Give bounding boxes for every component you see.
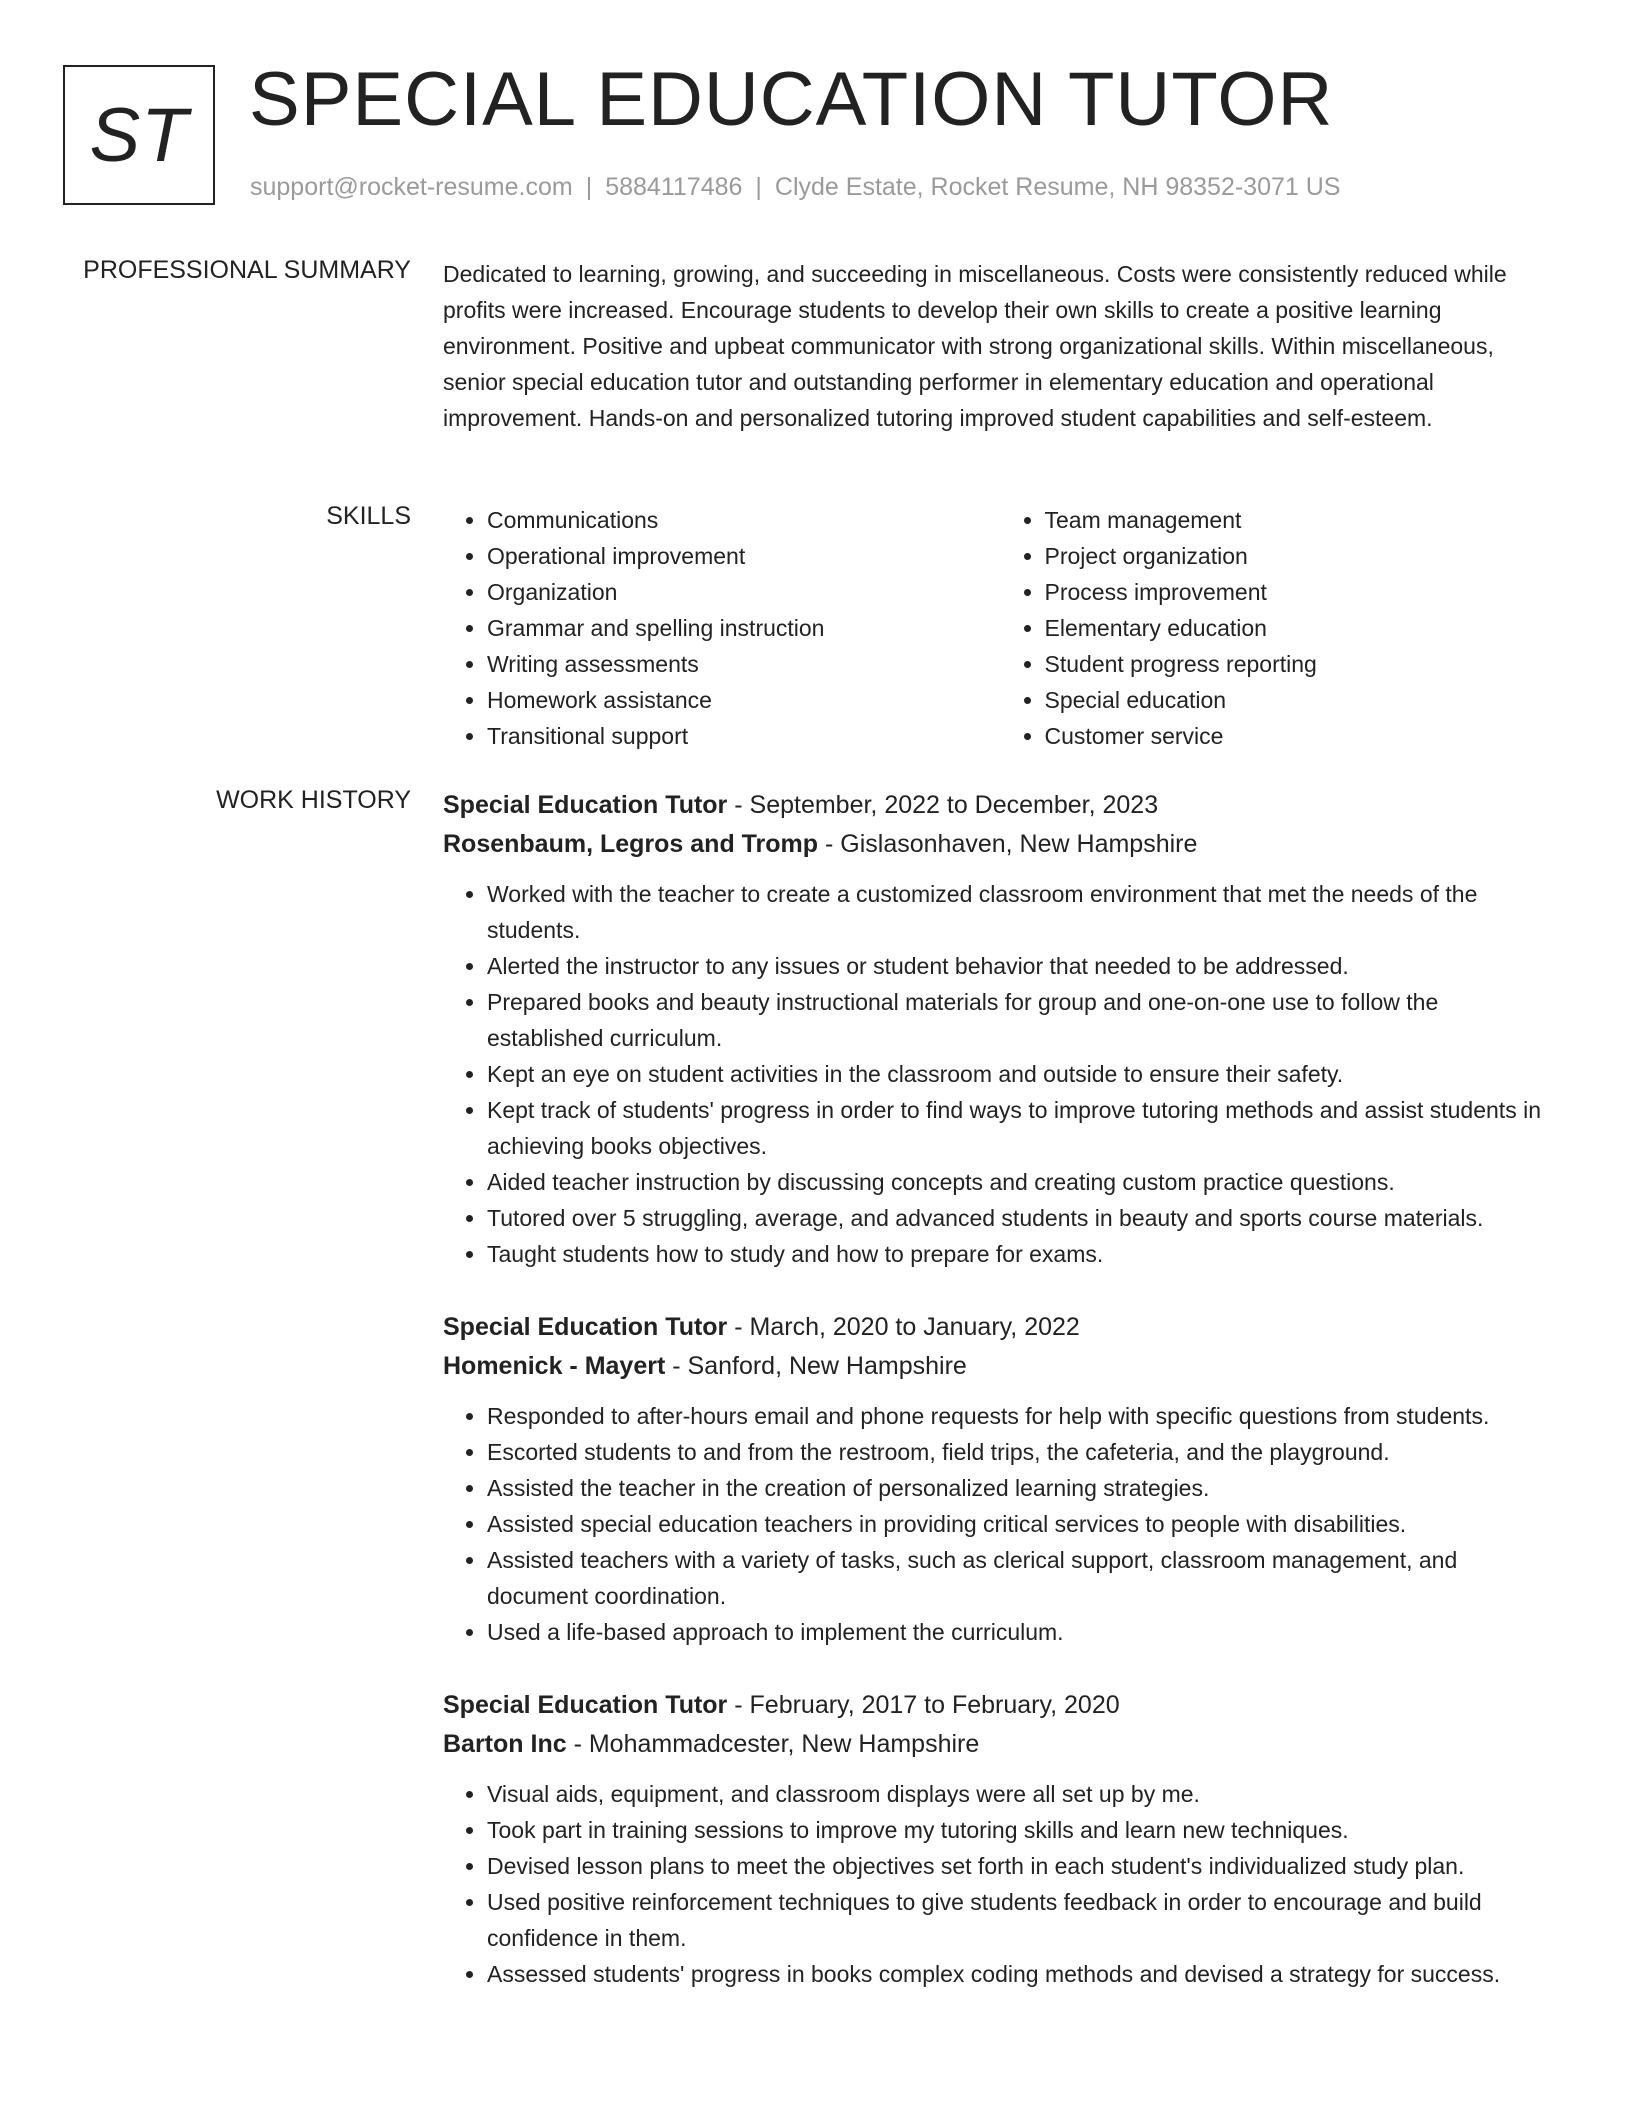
job-bullet: • Took part in training sessions to improve my tutoring skills and learn new techniques.: [487, 1812, 1558, 1848]
job-bullet: • Responded to after-hours email and phone requests for help with specific questions from students.: [487, 1398, 1558, 1434]
job-bullet: • Escorted students to and from the restroom, field trips, the cafeteria, and the playground.: [487, 1434, 1558, 1470]
job-company-line: [443, 1347, 1558, 1386]
monogram-initials: ST: [63, 65, 215, 205]
job-bullet: • Taught students how to study and how to prepare for exams.: [487, 1236, 1558, 1272]
job-dates: - March, 2020 to January, 2022: [727, 1313, 1080, 1341]
contact-separator: |: [755, 173, 762, 201]
job-bullet: • Visual aids, equipment, and classroom displays were all set up by me.: [487, 1776, 1558, 1812]
skill-item: • Team management: [1045, 502, 1559, 538]
job-bullet: • Alerted the instructor to any issues or student behavior that needed to be addressed.: [487, 948, 1558, 984]
skill-item: • Student progress reporting: [1045, 646, 1559, 682]
job-title-line: [443, 1686, 1558, 1725]
summary-text: Dedicated to learning, growing, and succeeding in miscellaneous. Costs were consistently reduced while profits were increased. Encourage students to develop their own skills to create a positive learning environment. Positive and upbeat communicator with strong organizational skills. Within miscellaneous, senior special education tutor and outstanding performer in elementary education and operational improvement. Hands-on and personalized tutoring improved student capabilities and self-esteem.: [443, 261, 1507, 431]
skill-item: • Process improvement: [1045, 574, 1559, 610]
job-company: Barton Inc: [443, 1730, 567, 1758]
job-bullet: • Kept track of students' progress in order to find ways to improve tutoring methods and assist students in achieving books objectives.: [487, 1092, 1558, 1164]
skill-item: • Transitional support: [487, 718, 1001, 754]
jobs-container: [443, 786, 1558, 2028]
job-bullets: [443, 1776, 1558, 1992]
page-title: SPECIAL EDUCATION TUTOR: [249, 57, 1334, 142]
job-title-line: [443, 1308, 1558, 1347]
job-location: - Gislasonhaven, New Hampshire: [818, 830, 1198, 858]
contact-line: [250, 173, 1340, 202]
contact-address: Clyde Estate, Rocket Resume, NH 98352-3071 US: [774, 173, 1341, 201]
skill-item: • Operational improvement: [487, 538, 1001, 574]
skill-item: • Customer service: [1045, 718, 1559, 754]
job-bullet: • Used a life-based approach to implement the curriculum.: [487, 1614, 1558, 1650]
skill-item: • Writing assessments: [487, 646, 1001, 682]
skill-item: • Project organization: [1045, 538, 1559, 574]
section-label-skills: SKILLS: [326, 502, 411, 530]
job-location: - Mohammadcester, New Hampshire: [566, 1730, 980, 1758]
skill-item: • Communications: [487, 502, 1001, 538]
job-dates: - February, 2017 to February, 2020: [727, 1691, 1120, 1719]
section-label-work-history: WORK HISTORY: [216, 786, 411, 814]
skill-item: • Grammar and spelling instruction: [487, 610, 1001, 646]
job-bullet: • Worked with the teacher to create a customized classroom environment that met the needs of the students.: [487, 876, 1558, 948]
job-bullet: • Kept an eye on student activities in the classroom and outside to ensure their safety.: [487, 1056, 1558, 1092]
job-company: Homenick - Mayert: [443, 1352, 666, 1380]
job-entry: [443, 1308, 1558, 1650]
job-title-line: [443, 786, 1558, 825]
job-bullets: [443, 1398, 1558, 1650]
section-label-summary: PROFESSIONAL SUMMARY: [83, 256, 411, 284]
job-location: - Sanford, New Hampshire: [665, 1352, 967, 1380]
job-title: Special Education Tutor: [443, 1691, 728, 1719]
job-bullet: • Devised lesson plans to meet the objectives set forth in each student's individualized study plan.: [487, 1848, 1558, 1884]
job-company: Rosenbaum, Legros and Tromp: [443, 830, 819, 858]
job-title: Special Education Tutor: [443, 791, 728, 819]
job-title: Special Education Tutor: [443, 1313, 728, 1341]
job-bullet: • Prepared books and beauty instructional materials for group and one-on-one use to follow the established curriculum.: [487, 984, 1558, 1056]
job-bullet: • Assisted special education teachers in providing critical services to people with disabilities.: [487, 1506, 1558, 1542]
skill-item: • Special education: [1045, 682, 1559, 718]
skill-item: • Elementary education: [1045, 610, 1559, 646]
job-bullets: [443, 876, 1558, 1272]
contact-phone: 5884117486: [605, 173, 743, 201]
job-bullet: • Tutored over 5 struggling, average, and advanced students in beauty and sports course materials.: [487, 1200, 1558, 1236]
contact-email: support@rocket-resume.com: [250, 173, 573, 201]
job-dates: - September, 2022 to December, 2023: [727, 791, 1159, 819]
job-company-line: [443, 1725, 1558, 1764]
skill-item: • Organization: [487, 574, 1001, 610]
skills-grid: [443, 502, 1558, 754]
skills-list-left: [443, 502, 1001, 754]
job-bullet: • Aided teacher instruction by discussing concepts and creating custom practice questions.: [487, 1164, 1558, 1200]
job-company-line: [443, 825, 1558, 864]
skills-list-right: [1001, 502, 1559, 754]
job-entry: [443, 1686, 1558, 1992]
job-entry: [443, 786, 1558, 1272]
job-bullet: • Assisted teachers with a variety of tasks, such as clerical support, classroom management, and document coordination.: [487, 1542, 1558, 1614]
job-bullet: • Assisted the teacher in the creation of personalized learning strategies.: [487, 1470, 1558, 1506]
skill-item: • Homework assistance: [487, 682, 1001, 718]
contact-separator: |: [585, 173, 593, 201]
job-bullet: • Used positive reinforcement techniques to give students feedback in order to encourage and build confidence in them.: [487, 1884, 1558, 1956]
job-bullet: • Assessed students' progress in books complex coding methods and devised a strategy for success.: [487, 1956, 1558, 1992]
